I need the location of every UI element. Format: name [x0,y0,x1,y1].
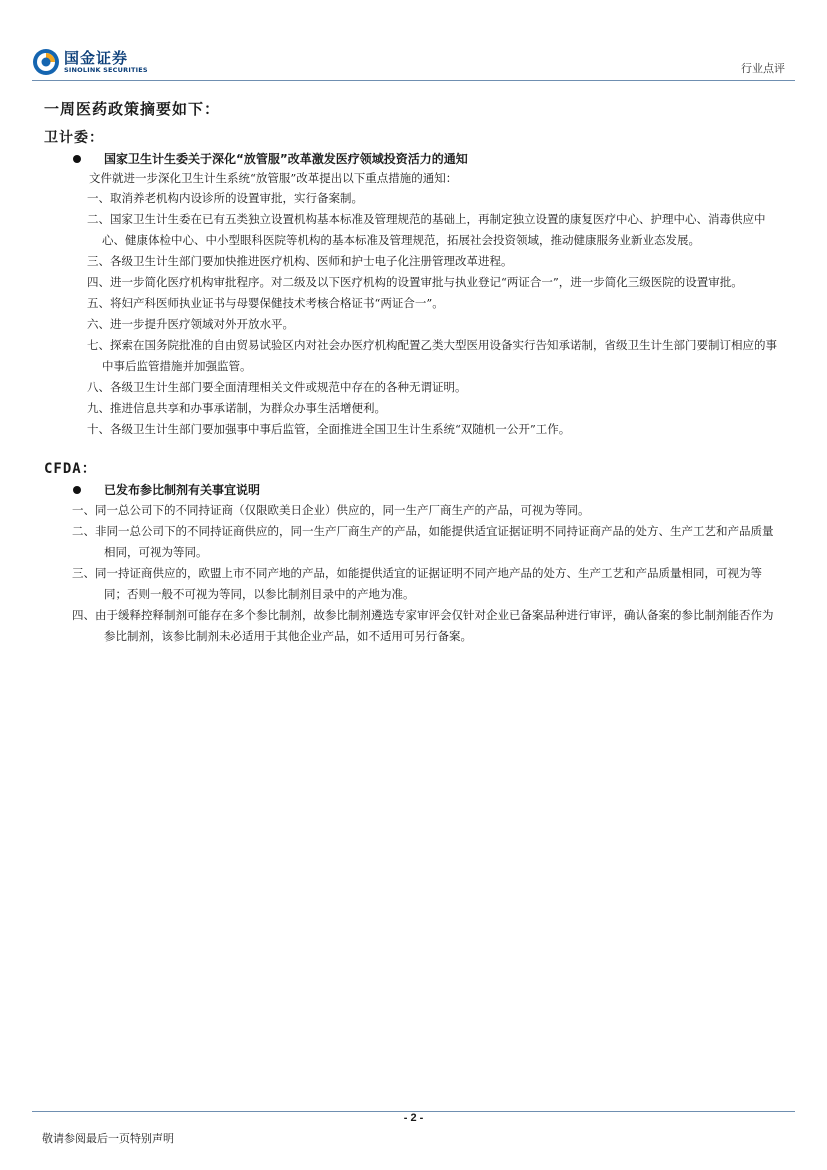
section-heading-nhfpc: 卫计委： [44,130,104,146]
bullet-title-text: 国家卫生计生委关于深化“放管服”改革激发医疗领域投资活力的通知 [104,152,468,166]
page-header [0,0,827,82]
list-item: 四、进一步简化医疗机构审批程序。对二级及以下医疗机构的设置审批与执业登记“两证合一”，进一步简化三级医院的设置审批。 [87,275,743,289]
list-item: 三、同一持证商供应的，欧盟上市不同产地的产品，如能提供适宜的证据证明不同产地产品的处方、生产工艺和产品质量相同，可视为等同；否则一般不可视为等同，以参比制剂目录中的产地为准。 [72,566,762,601]
page-number: - 2 - [403,1112,424,1124]
header-divider [32,80,795,81]
footer-disclaimer: 敬请参阅最后一页特别声明 [42,1132,174,1145]
logo-chinese-name: 国金证券 [64,49,129,67]
list-item: 一、同一总公司下的不同持证商（仅限欧美日企业）供应的，同一生产厂商生产的产品，可视为等同。 [72,503,590,517]
section-heading-cfda: CFDA： [44,461,97,477]
logo-english-name: SINOLINK SECURITIES [64,66,148,74]
bullet-title-text: 已发布参比制剂有关事宜说明 [104,483,261,497]
list-item: 八、各级卫生计生部门要全面清理相关文件或规范中存在的各种无谓证明。 [87,380,467,394]
company-logo [32,46,154,78]
list-item: 九、推进信息共享和办事承诺制，为群众办事生活增便利。 [87,401,386,415]
section-intro: 文件就进一步深化卫生计生系统“放管服”改革提出以下重点措施的通知： [89,171,458,185]
list-item: 一、取消养老机构内设诊所的设置审批，实行备案制。 [87,191,363,205]
nhfpc-measures-list [42,188,787,440]
list-item: 六、进一步提升医疗领域对外开放水平。 [87,317,294,331]
cfda-items-list [42,500,787,647]
bullet-title-nhfpc [42,149,787,169]
bullet-icon [73,155,81,163]
report-type-label: 行业点评 [741,62,785,75]
list-item: 三、各级卫生计生部门要加快推进医疗机构、医师和护士电子化注册管理改革进程。 [87,254,513,268]
bullet-icon [73,486,81,494]
sinolink-logo-icon [32,48,60,76]
list-item: 二、国家卫生计生委在已有五类独立设置机构基本标准及管理规范的基础上，再制定独立设置的康复医疗中心、护理中心、消毒供应中心、健康体检中心、中小型眼科医院等机构的基本标准及管理规范，拓展社会投资领域，推动健康服务业新业态发展。 [87,212,766,247]
list-item: 二、非同一总公司下的不同持证商供应的，同一生产厂商生产的产品，如能提供适宜证据证明不同持证商产品的处方、生产工艺和产品质量相同，可视为等同。 [72,524,774,559]
list-item: 七、探索在国务院批准的自由贸易试验区内对社会办医疗机构配置乙类大型医用设备实行告知承诺制，省级卫生计生部门要制订相应的事中事后监管措施并加强监管。 [87,338,777,373]
bullet-title-cfda [42,480,787,500]
list-item: 四、由于缓释控释制剂可能存在多个参比制剂，故参比制剂遴选专家审评会仅针对企业已备案品种进行审评，确认备案的参比制剂能否作为参比制剂，该参比制剂未必适用于其他企业产品，如不适用可另行备案。 [72,608,774,643]
list-item: 十、各级卫生计生部门要加强事中事后监管，全面推进全国卫生计生系统“双随机一公开”工作。 [87,422,571,436]
page-content [42,98,787,647]
list-item: 五、将妇产科医师执业证书与母婴保健技术考核合格证书“两证合一”。 [87,296,444,310]
page-title: 一周医药政策摘要如下： [44,100,221,118]
